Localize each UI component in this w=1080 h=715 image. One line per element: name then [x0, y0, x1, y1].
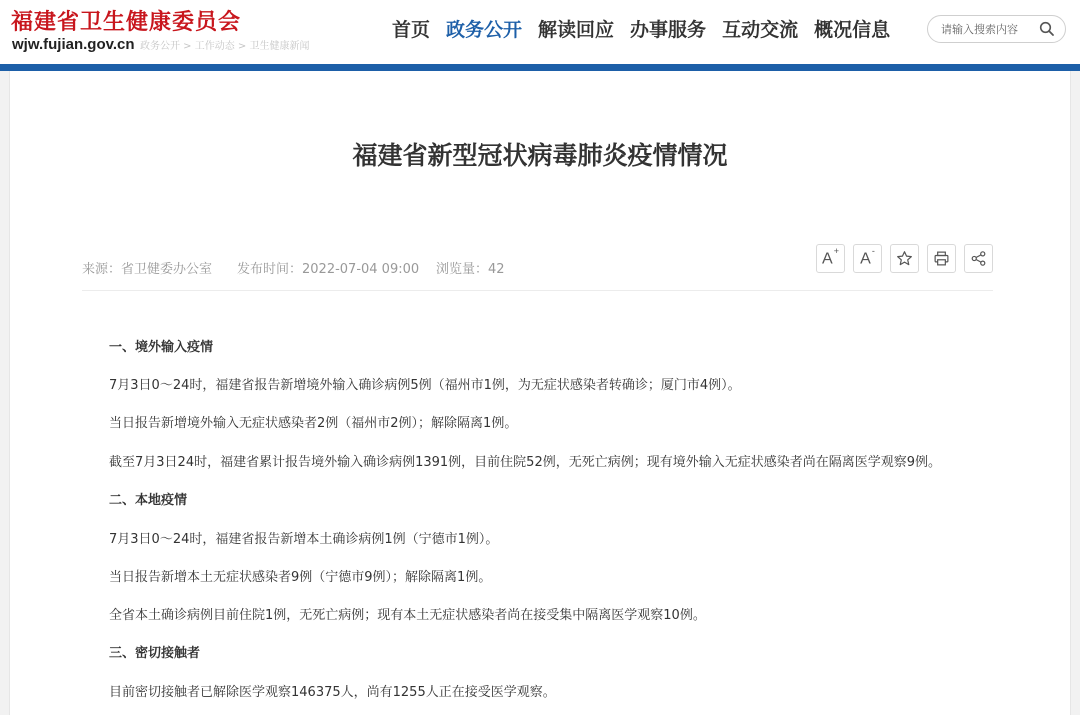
article-source: 来源：省卫健委办公室 [82, 262, 213, 277]
article-paragraph: 当日报告新增境外输入无症状感染者2例（福州市2例）；解除隔离1例。 [109, 416, 518, 431]
font-increase-icon: A+ [822, 245, 839, 268]
section-heading: 三、密切接触者 [109, 646, 201, 661]
article-paragraph: 当日报告新增本土无症状感染者9例（宁德市9例）；解除隔离1例。 [109, 570, 492, 585]
header-accent-bar [0, 64, 1080, 71]
print-icon [933, 250, 950, 267]
print-button[interactable] [927, 244, 956, 273]
font-decrease-button[interactable] [853, 244, 882, 273]
article-paragraph: 7月3日0～24时，福建省报告新增境外输入确诊病例5例（福州市1例，为无症状感染者转确诊；厦门市4例）。 [109, 378, 741, 393]
breadcrumb[interactable]: 政务公开 > 工作动态 > 卫生健康新闻 [140, 41, 310, 52]
article-publish-time: 发布时间：2022-07-04 09:00 [237, 262, 420, 277]
article-title: 福建省新型冠状病毒肺炎疫情情况 [352, 141, 728, 170]
search-icon[interactable] [1039, 21, 1055, 37]
article-paragraph: 截至7月3日24时，福建省累计报告境外输入确诊病例1391例，目前住院52例，无死亡病例；现有境外输入无症状感染者尚在隔离医学观察9例。 [109, 455, 941, 470]
nav-item-interaction[interactable]: 互动交流 [722, 19, 799, 41]
font-increase-button[interactable] [816, 244, 845, 273]
nav-item-home[interactable]: 首页 [392, 19, 431, 41]
nav-item-services[interactable]: 办事服务 [630, 19, 707, 41]
favorite-button[interactable] [890, 244, 919, 273]
star-icon [896, 250, 913, 267]
article-paragraph: 7月3日0～24时，福建省报告新增本土确诊病例1例（宁德市1例）。 [109, 532, 499, 547]
nav-item-interpretation[interactable]: 解读回应 [538, 19, 615, 41]
article-paragraph: 全省本土确诊病例目前住院1例，无死亡病例；现有本土无症状感染者尚在接受集中隔离医学观察10例。 [109, 608, 706, 623]
article-view-count: 浏览量：42 [436, 262, 505, 277]
main-nav [392, 15, 890, 42]
section-heading: 一、境外输入疫情 [109, 340, 214, 355]
nav-item-government-affairs[interactable]: 政务公开 [446, 19, 523, 41]
nav-item-overview[interactable]: 概况信息 [814, 19, 891, 41]
section-heading: 二、本地疫情 [109, 493, 188, 508]
share-icon [970, 250, 987, 267]
meta-divider [82, 290, 993, 291]
article-toolbar [816, 244, 993, 273]
search-input[interactable] [941, 21, 1036, 37]
font-decrease-icon: A- [860, 245, 875, 268]
site-logo-url: wjw.fujian.gov.cn [12, 36, 135, 53]
site-header [0, 0, 1080, 64]
article-paragraph: 目前密切接触者已解除医学观察146375人，尚有1255人正在接受医学观察。 [109, 685, 556, 700]
site-logo-name[interactable]: 福建省卫生健康委员会 [11, 9, 242, 35]
share-button[interactable] [964, 244, 993, 273]
search-box [927, 15, 1066, 43]
